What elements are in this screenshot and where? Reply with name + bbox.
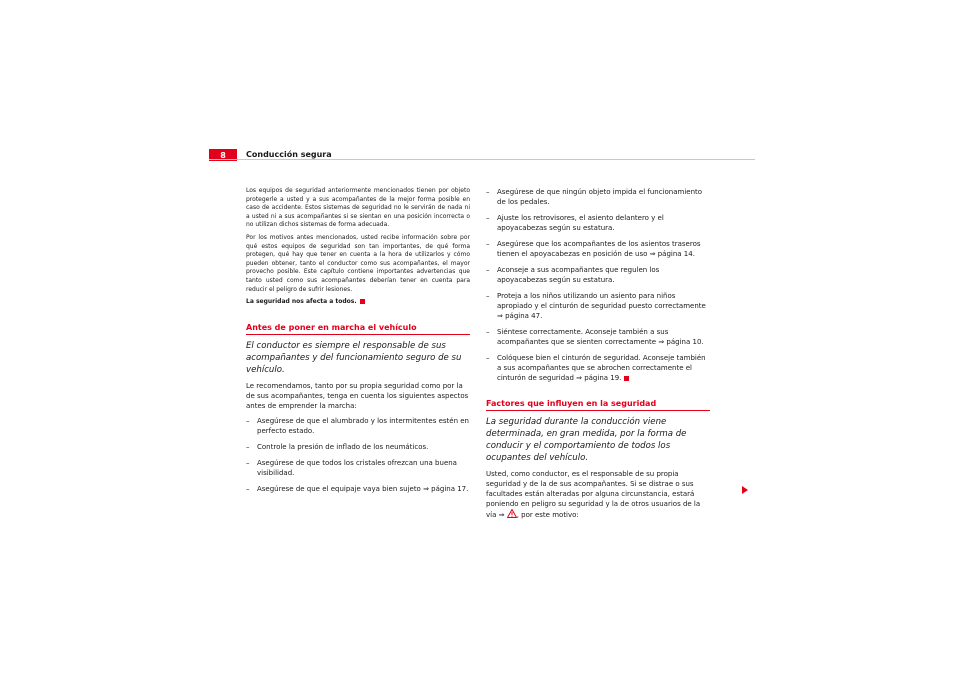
section-body-factores — [486, 469, 710, 520]
checklist-right — [486, 187, 710, 383]
list-item — [486, 213, 710, 233]
list-dash: – — [246, 458, 250, 467]
section-lead-factores: La seguridad durante la conducción viene determinada, en gran medida, por la forma de conducir y el comportamiento de todos los ocupantes del vehículo. — [486, 417, 687, 463]
intro-paragraph-1: Los equipos de seguridad anteriormente mencionados tienen por objeto protegerle a usted y a sus acompañantes de la mejor forma posible en caso de accidente. Estos sistemas de seguridad no le servirán de nada ni a usted ni a sus acompañantes si se sientan en una posición incorrecta o no utilizan dichos sistemas de forma adecuada. — [246, 187, 470, 229]
list-dash: – — [486, 266, 490, 274]
list-item-text: Aconseje a sus acompañantes que regulen los apoyacabezas según su estatura. — [497, 266, 660, 284]
list-item — [486, 327, 710, 347]
section-body-factores-text: Usted, como conductor, es el responsable de su propia seguridad y de la de sus acompañantes. Si se distrae o sus facultades están alteradas por alguna circunstancia, estará poniendo en peligro su seguridad y la de otros usuarios de la vía ⇒ — [486, 470, 701, 519]
list-item — [486, 265, 710, 285]
list-item-text: Ajuste los retrovisores, el asiento delantero y el apoyacabezas según su estatura. — [497, 214, 664, 232]
list-dash: – — [486, 354, 490, 362]
intro-paragraph-3-text: La seguridad nos afecta a todos. — [246, 298, 357, 306]
continue-arrow-icon — [742, 486, 748, 494]
list-item — [486, 291, 710, 321]
section-title-antes: Antes de poner en marcha el vehículo — [246, 323, 470, 335]
list-dash: – — [486, 328, 490, 336]
list-dash: – — [246, 416, 250, 425]
section-body-antes: Le recomendamos, tanto por su propia seguridad como por la de sus acompañantes, tenga en cuenta los siguientes aspectos antes de emprender la marcha: — [246, 381, 469, 410]
list-dash: – — [486, 240, 490, 248]
left-column — [246, 187, 470, 500]
list-item — [246, 458, 470, 478]
list-dash: – — [486, 188, 490, 196]
section-lead-antes: El conductor es siempre el responsable de sus acompañantes y del funcionamiento seguro de su vehículo. — [246, 340, 462, 375]
list-item — [486, 187, 710, 207]
list-item-text: Proteja a los niños utilizando un asiento para niños apropiado y el cinturón de seguridad puesto correctamente ⇒ página 47. — [497, 292, 706, 320]
list-item — [246, 442, 470, 452]
list-item-text: Siéntese correctamente. Aconseje también a sus acompañantes que se sienten correctamente ⇒ página 10. — [497, 328, 704, 346]
intro-paragraph-3 — [246, 298, 470, 307]
list-dash: – — [486, 214, 490, 222]
checklist-left — [246, 416, 470, 494]
list-item-text: Asegúrese de que el equipaje vaya bien sujeto ⇒ página 17. — [257, 484, 469, 493]
intro-paragraph-2: Por los motivos antes mencionados, usted recibe información sobre por qué estos equipos de seguridad son tan importantes, de qué forma protegen, qué hay que tener en cuenta a la hora de utilizarlos y cómo pueden obtener, tanto el conductor como sus acompañantes, el mayor provecho posible. Este capítulo contiene importantes advertencias que tanto usted como sus acompañantes deberían tener en cuenta para reducir el peligro de sufrir lesiones. — [246, 233, 470, 293]
list-item-text: Colóquese bien el cinturón de seguridad. Aconseje también a sus acompañantes que se abrochen correctamente el cinturón de seguridad ⇒ página 19. — [497, 354, 706, 382]
list-dash: – — [246, 442, 250, 451]
list-item-text: Controle la presión de inflado de los neumáticos. — [257, 442, 429, 451]
section-title-factores: Factores que influyen en la seguridad — [486, 399, 710, 411]
list-item-text: Asegúrese de que ningún objeto impida el funcionamiento de los pedales. — [497, 188, 703, 206]
header-rule — [209, 159, 755, 160]
end-of-section-square-icon — [360, 299, 365, 304]
right-column — [486, 187, 710, 525]
list-item — [246, 416, 470, 436]
list-item — [246, 484, 470, 494]
end-of-section-square-icon — [624, 376, 629, 381]
list-item — [486, 239, 710, 259]
page-number: 8 — [209, 149, 237, 161]
list-dash: – — [486, 292, 490, 300]
section-body-factores-tail: , por este motivo: — [516, 511, 579, 519]
list-item-text: Asegúrese de que el alumbrado y los intermitentes estén en perfecto estado. — [257, 416, 469, 435]
warning-triangle-icon — [507, 509, 517, 518]
list-item-text: Asegúrese que los acompañantes de los asientos traseros tienen el apoyacabezas en posición de uso ⇒ página 14. — [497, 240, 701, 258]
list-item-text: Asegúrese de que todos los cristales ofrezcan una buena visibilidad. — [257, 458, 457, 477]
list-item — [486, 353, 710, 383]
list-dash: – — [246, 484, 250, 493]
running-header-title: Conducción segura — [246, 150, 332, 159]
